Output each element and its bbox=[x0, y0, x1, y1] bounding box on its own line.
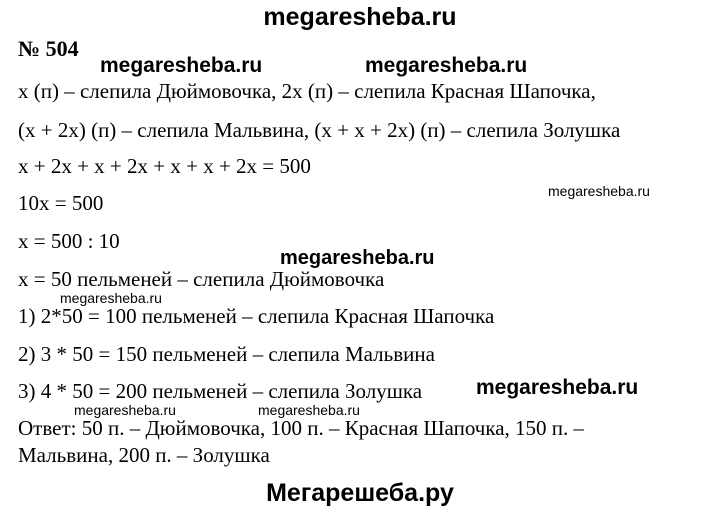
answer-line-2: Мальвина, 200 п. – Золушка bbox=[18, 443, 270, 467]
solution-line-2: (x + 2x) (п) – слепила Мальвина, (x + x + 2x) (п) – слепила Золушка bbox=[18, 118, 621, 142]
solution-line-8: 2) 3 * 50 = 150 пельменей – слепила Мальвина bbox=[18, 342, 435, 366]
solution-line-4: 10x = 500 bbox=[18, 191, 104, 215]
site-header: megaresheba.ru bbox=[263, 3, 457, 31]
solution-line-9: 3) 4 * 50 = 200 пельменей – слепила Золушка bbox=[18, 379, 423, 403]
solution-line-5: x = 500 : 10 bbox=[18, 229, 120, 253]
watermark: megaresheba.ru bbox=[476, 376, 639, 399]
solution-line-3: x + 2x + x + 2x + x + x + 2x = 500 bbox=[18, 154, 311, 178]
watermark: megaresheba.ru bbox=[60, 290, 162, 306]
watermark: megaresheba.ru bbox=[365, 54, 528, 77]
site-footer: Мегарешеба.ру bbox=[266, 479, 454, 507]
watermark: megaresheba.ru bbox=[280, 247, 435, 269]
problem-number: № 504 bbox=[18, 36, 79, 61]
watermark: megaresheba.ru bbox=[100, 54, 263, 77]
solution-line-6: x = 50 пельменей – слепила Дюймовочка bbox=[18, 267, 385, 291]
watermark: megaresheba.ru bbox=[74, 402, 176, 418]
answer-line-1: Ответ: 50 п. – Дюймовочка, 100 п. – Красная Шапочка, 150 п. – bbox=[18, 416, 585, 440]
watermark: megaresheba.ru bbox=[548, 183, 650, 199]
watermark: megaresheba.ru bbox=[258, 402, 360, 418]
solution-line-1: x (п) – слепила Дюймовочка, 2x (п) – слепила Красная Шапочка, bbox=[18, 79, 596, 103]
solution-line-7: 1) 2*50 = 100 пельменей – слепила Красная Шапочка bbox=[18, 304, 495, 328]
